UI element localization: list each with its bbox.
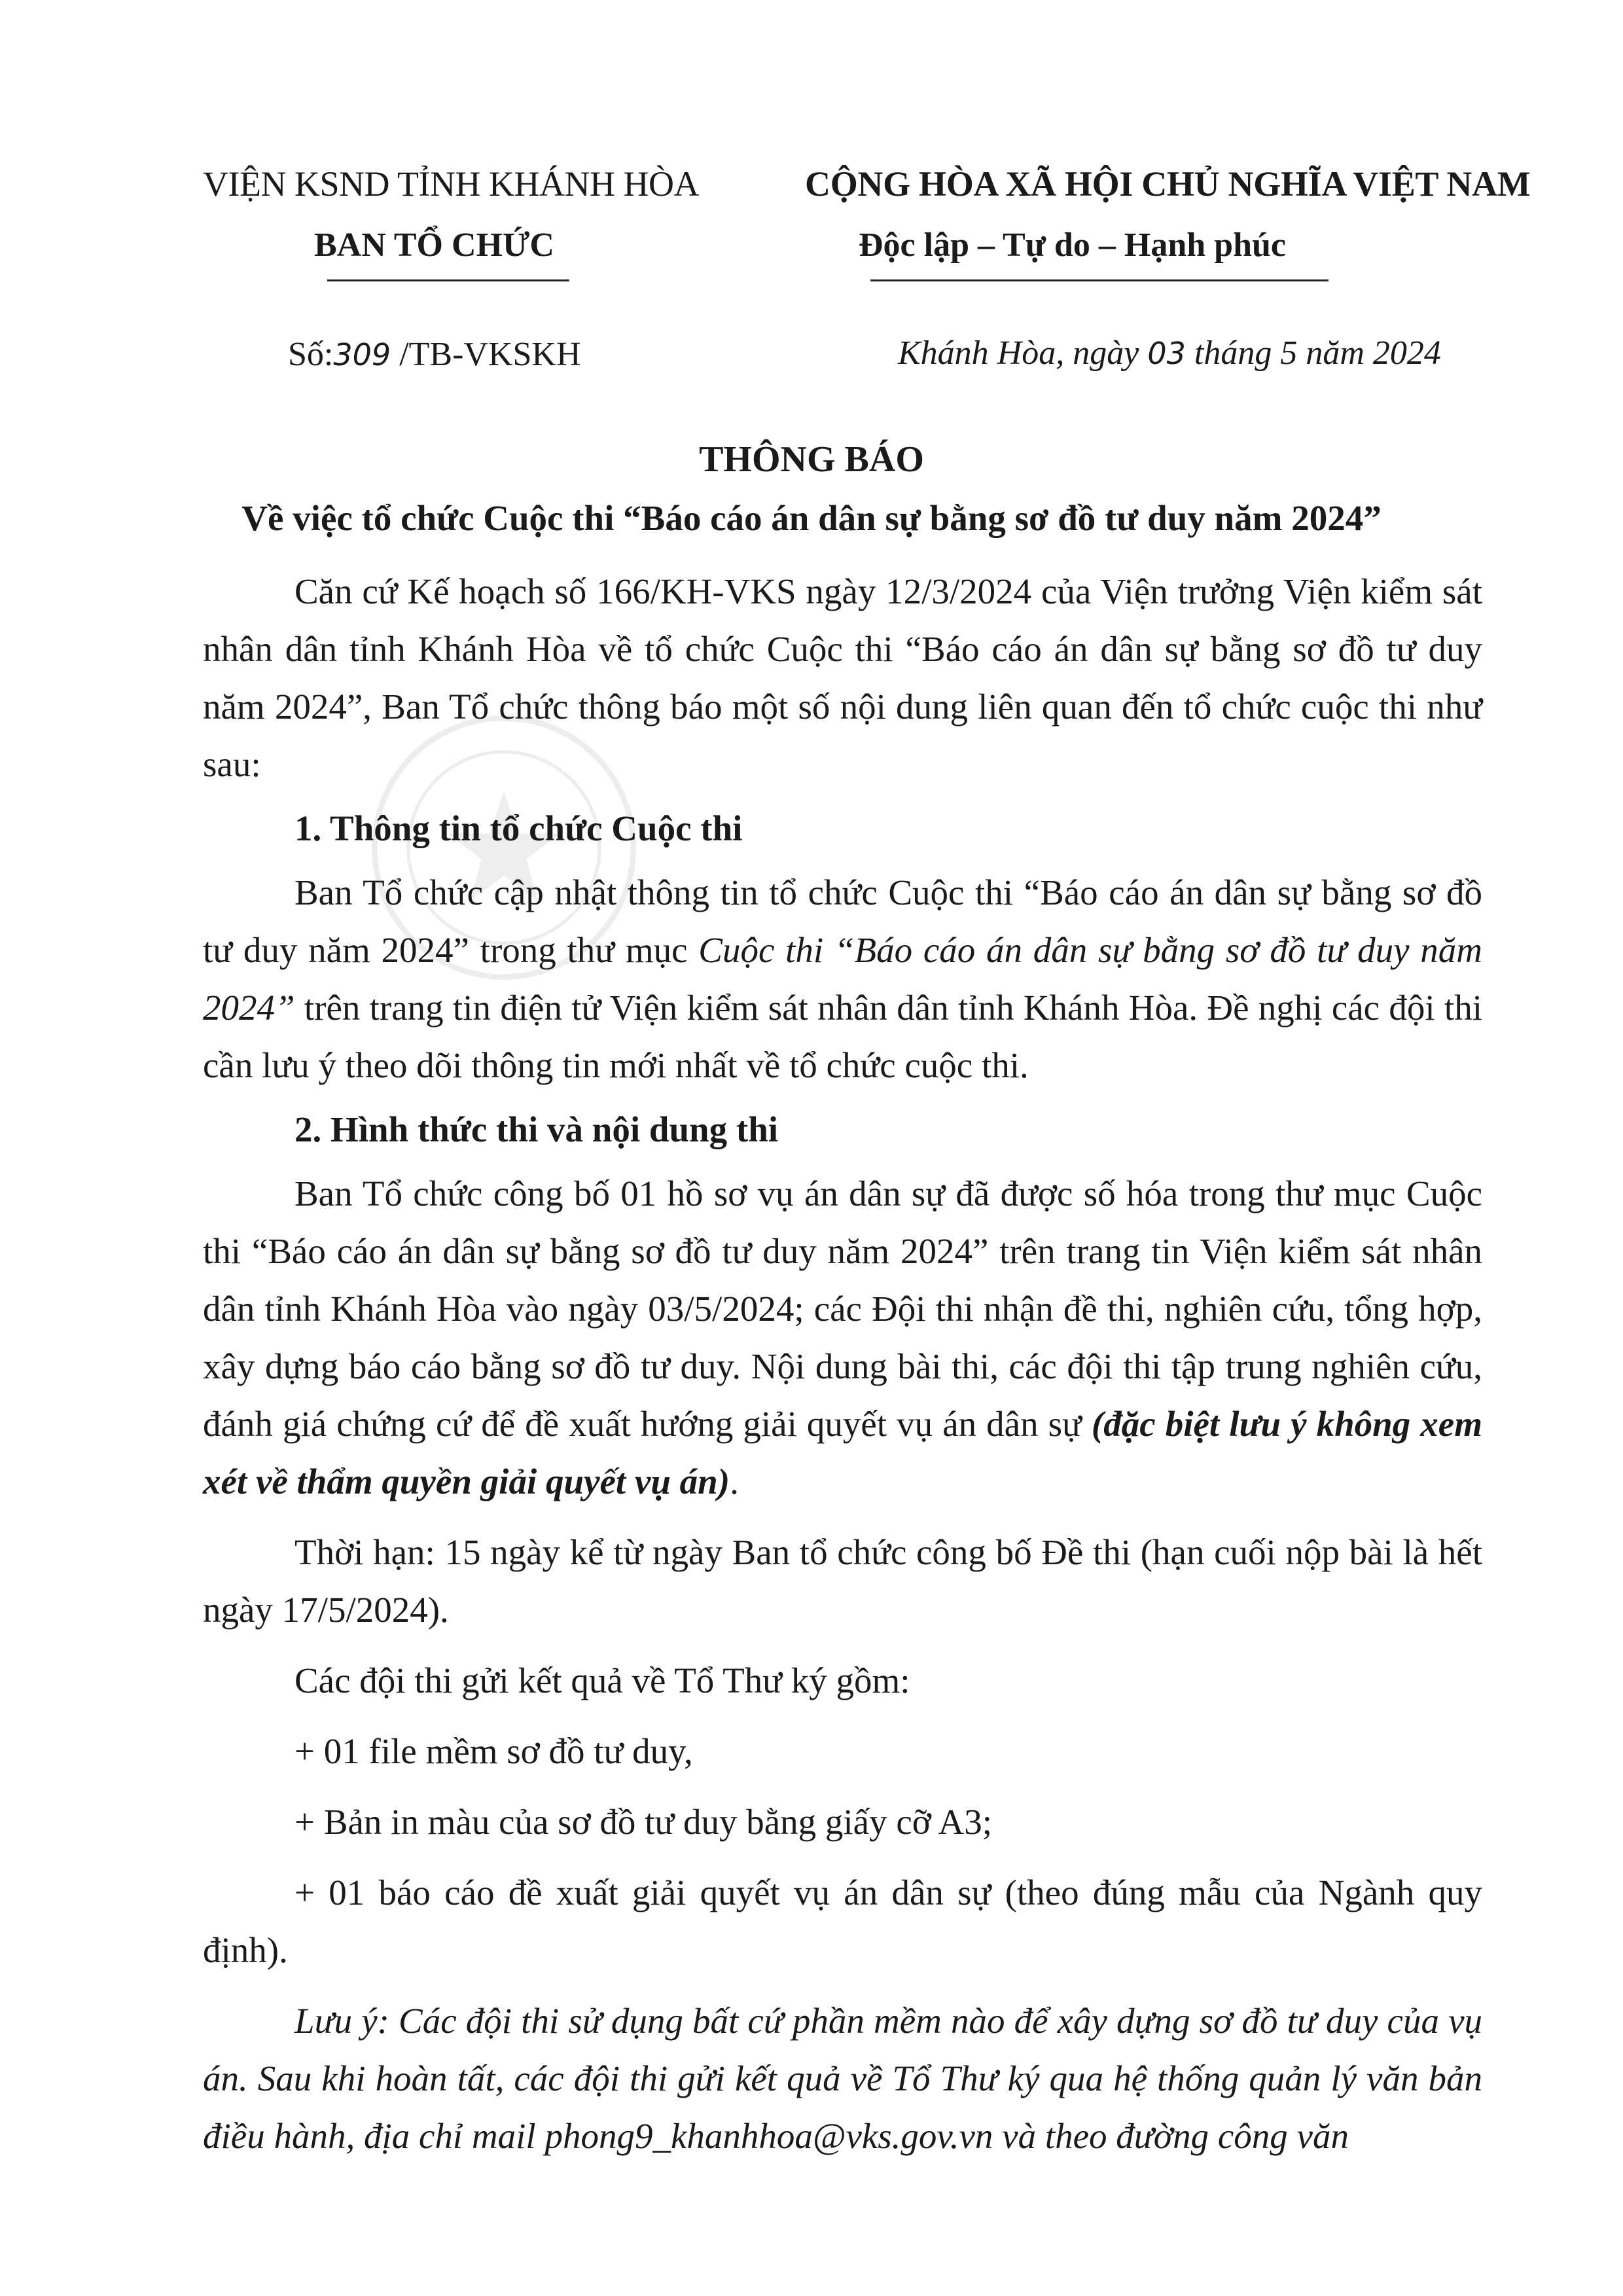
document-body xyxy=(203,563,1482,2165)
section-1-text-b: trên trang tin điện tử Viện kiểm sát nhân dân tỉnh Khánh Hòa. Đề nghị các đội thi cần lưu ý theo dõi thông tin mới nhất về tổ chức cuộc thi. xyxy=(203,988,1482,1085)
number-prefix: Số: xyxy=(288,336,334,373)
submit-item-3: + 01 báo cáo đề xuất giải quyết vụ án dân sự (theo đúng mẫu của Ngành quy định). xyxy=(203,1873,1482,1970)
place-and-date xyxy=(898,334,1441,372)
header-rule-left xyxy=(327,279,569,281)
intro-paragraph: Căn cứ Kế hoạch số 166/KH-VKS ngày 12/3/2024 của Viện trưởng Viện kiểm sát nhân dân tỉnh Khánh Hòa về tổ chức Cuộc thi “Báo cáo án dân sự bằng sơ đồ tư duy năm 2024”, Ban Tổ chức thông báo một số nội dung liên quan đến tổ chức cuộc thi như sau: xyxy=(203,571,1482,784)
deadline-paragraph: Thời hạn: 15 ngày kể từ ngày Ban tổ chức công bố Đề thi (hạn cuối nộp bài là hết ngày 17/5/2024). xyxy=(203,1532,1482,1630)
section-1-text-a: Ban Tổ chức cập nhật thông tin tổ chức Cuộc thi “Báo cáo án dân sự bằng sơ đồ tư duy năm 2024” trong thư mục xyxy=(203,872,1482,970)
place-prefix: Khánh Hòa, ngày xyxy=(898,334,1148,372)
handwritten-day: 03 xyxy=(1147,336,1186,371)
section-2-emphasis: (đặc biệt lưu ý không xem xét về thẩm quyền giải quyết vụ án) xyxy=(203,1404,1482,1501)
number-suffix: /TB-VKSKH xyxy=(391,336,581,373)
submit-item-2: + Bản in màu của sơ đồ tư duy bằng giấy cỡ A3; xyxy=(294,1802,993,1842)
document-number xyxy=(288,335,581,374)
handwritten-number: 309 xyxy=(333,337,391,372)
section-1-paragraph xyxy=(203,864,1482,1094)
section-2-heading: 2. Hình thức thi và nội dung thi xyxy=(294,1109,779,1149)
document-subject: Về việc tổ chức Cuộc thi “Báo cáo án dân sự bằng sơ đồ tư duy năm 2024” xyxy=(241,498,1382,538)
section-1-folder-name: Cuộc thi “Báo cáo án dân sự bằng sơ đồ tư duy năm 2024” xyxy=(203,930,1483,1028)
republic-name: CỘNG HÒA XÃ HỘI CHỦ NGHĨA VIỆT NAM xyxy=(805,164,1531,204)
place-suffix: tháng 5 năm 2024 xyxy=(1185,334,1441,372)
section-1-heading: 1. Thông tin tổ chức Cuộc thi xyxy=(294,808,743,848)
document-title: THÔNG BÁO xyxy=(699,439,924,480)
section-2-paragraph xyxy=(203,1165,1482,1511)
note-paragraph: Lưu ý: Các đội thi sử dụng bất cứ phần mềm nào để xây dựng sơ đồ tư duy của vụ án. Sau khi hoàn tất, các đội thi gửi kết quả về Tổ Thư ký qua hệ thống quản lý văn bản điều hành, địa chỉ mail phong9_khanhhoa@vks.gov.vn và theo đường công văn xyxy=(203,2001,1482,2156)
section-2-text-end: . xyxy=(730,1462,739,1501)
header-rule-right xyxy=(870,279,1329,281)
submit-intro: Các đội thi gửi kết quả về Tổ Thư ký gồm: xyxy=(294,1660,910,1700)
submit-item-1: + 01 file mềm sơ đồ tư duy, xyxy=(294,1731,693,1771)
committee-name: BAN TỔ CHỨC xyxy=(314,226,554,264)
national-motto: Độc lập – Tự do – Hạnh phúc xyxy=(859,226,1286,264)
section-2-text-a: Ban Tổ chức công bố 01 hồ sơ vụ án dân sự đã được số hóa trong thư mục Cuộc thi “Báo cáo án dân sự bằng sơ đồ tư duy năm 2024” trên trang tin Viện kiểm sát nhân dân tỉnh Khánh Hòa vào ngày 03/5/2024; các Đội thi nhận đề thi, nghiên cứu, tổng hợp, xây dựng báo cáo bằng sơ đồ tư duy. Nội dung bài thi, các đội thi tập trung nghiên cứu, đánh giá chứng cứ để đề xuất hướng giải quyết vụ án dân sự xyxy=(203,1174,1482,1444)
agency-name: VIỆN KSND TỈNH KHÁNH HÒA xyxy=(203,164,699,204)
